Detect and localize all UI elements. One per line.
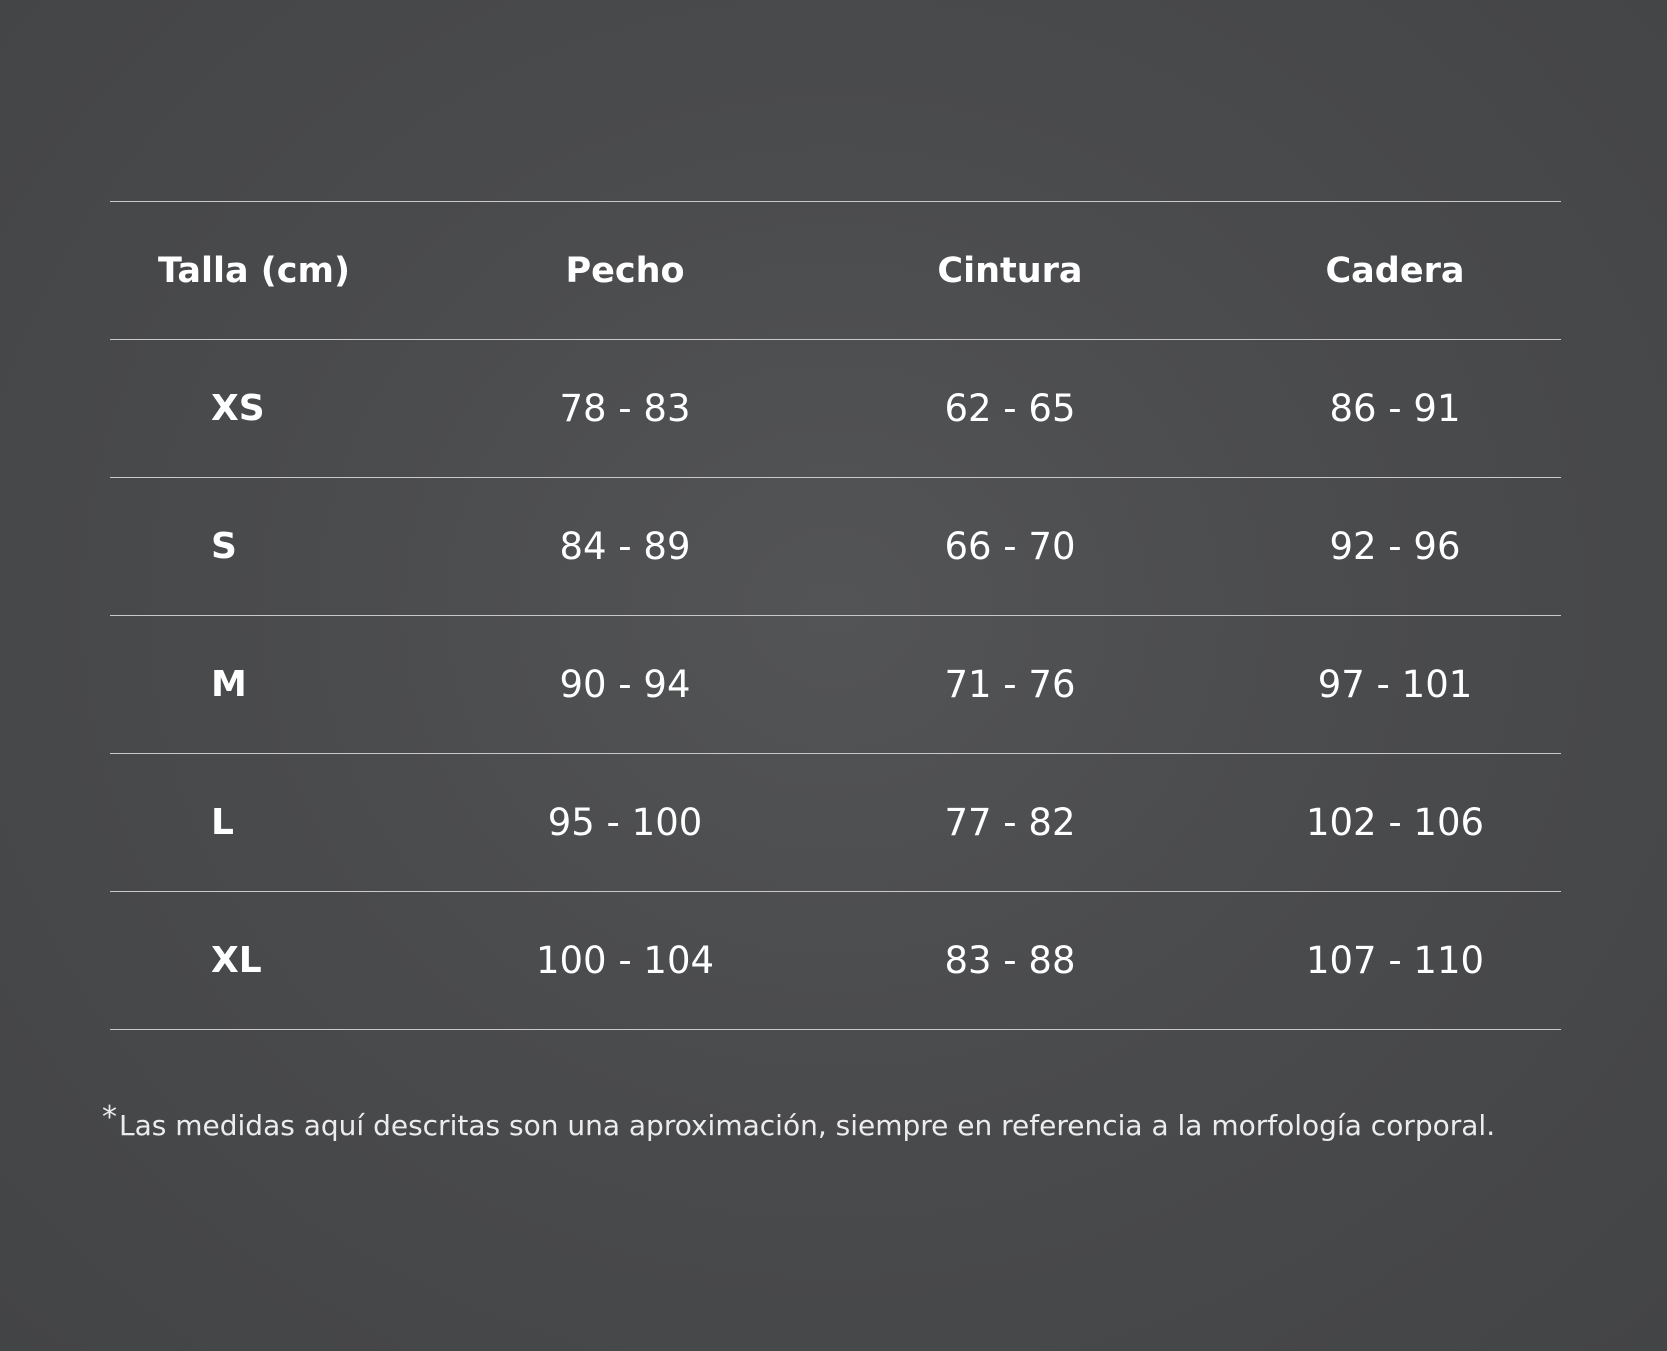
table-row [110, 478, 1561, 616]
header-talla: Talla (cm) [158, 250, 350, 291]
header-pecho: Pecho [565, 250, 685, 291]
table-row [110, 340, 1561, 478]
pecho-cell: 100 - 104 [535, 939, 715, 982]
cintura-cell: 66 - 70 [944, 525, 1076, 568]
pecho-cell: 84 - 89 [559, 525, 691, 568]
cadera-cell: 86 - 91 [1329, 387, 1461, 430]
cintura-cell: 77 - 82 [944, 801, 1076, 844]
pecho-cell: 95 - 100 [547, 801, 703, 844]
table-row [110, 616, 1561, 754]
pecho-cell: 90 - 94 [559, 663, 691, 706]
size-cell: XS [211, 388, 265, 429]
size-chart-table [110, 201, 1561, 1030]
cadera-cell: 102 - 106 [1305, 801, 1485, 844]
cintura-cell: 83 - 88 [944, 939, 1076, 982]
cadera-cell: 97 - 101 [1317, 663, 1473, 706]
table-row [110, 754, 1561, 892]
asterisk-mark: * [102, 1100, 117, 1135]
size-cell: S [211, 526, 237, 567]
header-cadera: Cadera [1325, 250, 1465, 291]
footnote-text: Las medidas aquí descritas son una aproximación, siempre en referencia a la morfología corporal. [119, 1109, 1496, 1142]
header-cintura: Cintura [937, 250, 1083, 291]
cadera-cell: 92 - 96 [1329, 525, 1461, 568]
cintura-cell: 62 - 65 [944, 387, 1076, 430]
cadera-cell: 107 - 110 [1305, 939, 1485, 982]
pecho-cell: 78 - 83 [559, 387, 691, 430]
size-cell: M [211, 664, 247, 705]
size-cell: XL [211, 940, 262, 981]
table-row [110, 892, 1561, 1030]
table-header-row [110, 202, 1561, 340]
cintura-cell: 71 - 76 [944, 663, 1076, 706]
size-cell: L [211, 802, 234, 843]
footnote [102, 1100, 1496, 1143]
